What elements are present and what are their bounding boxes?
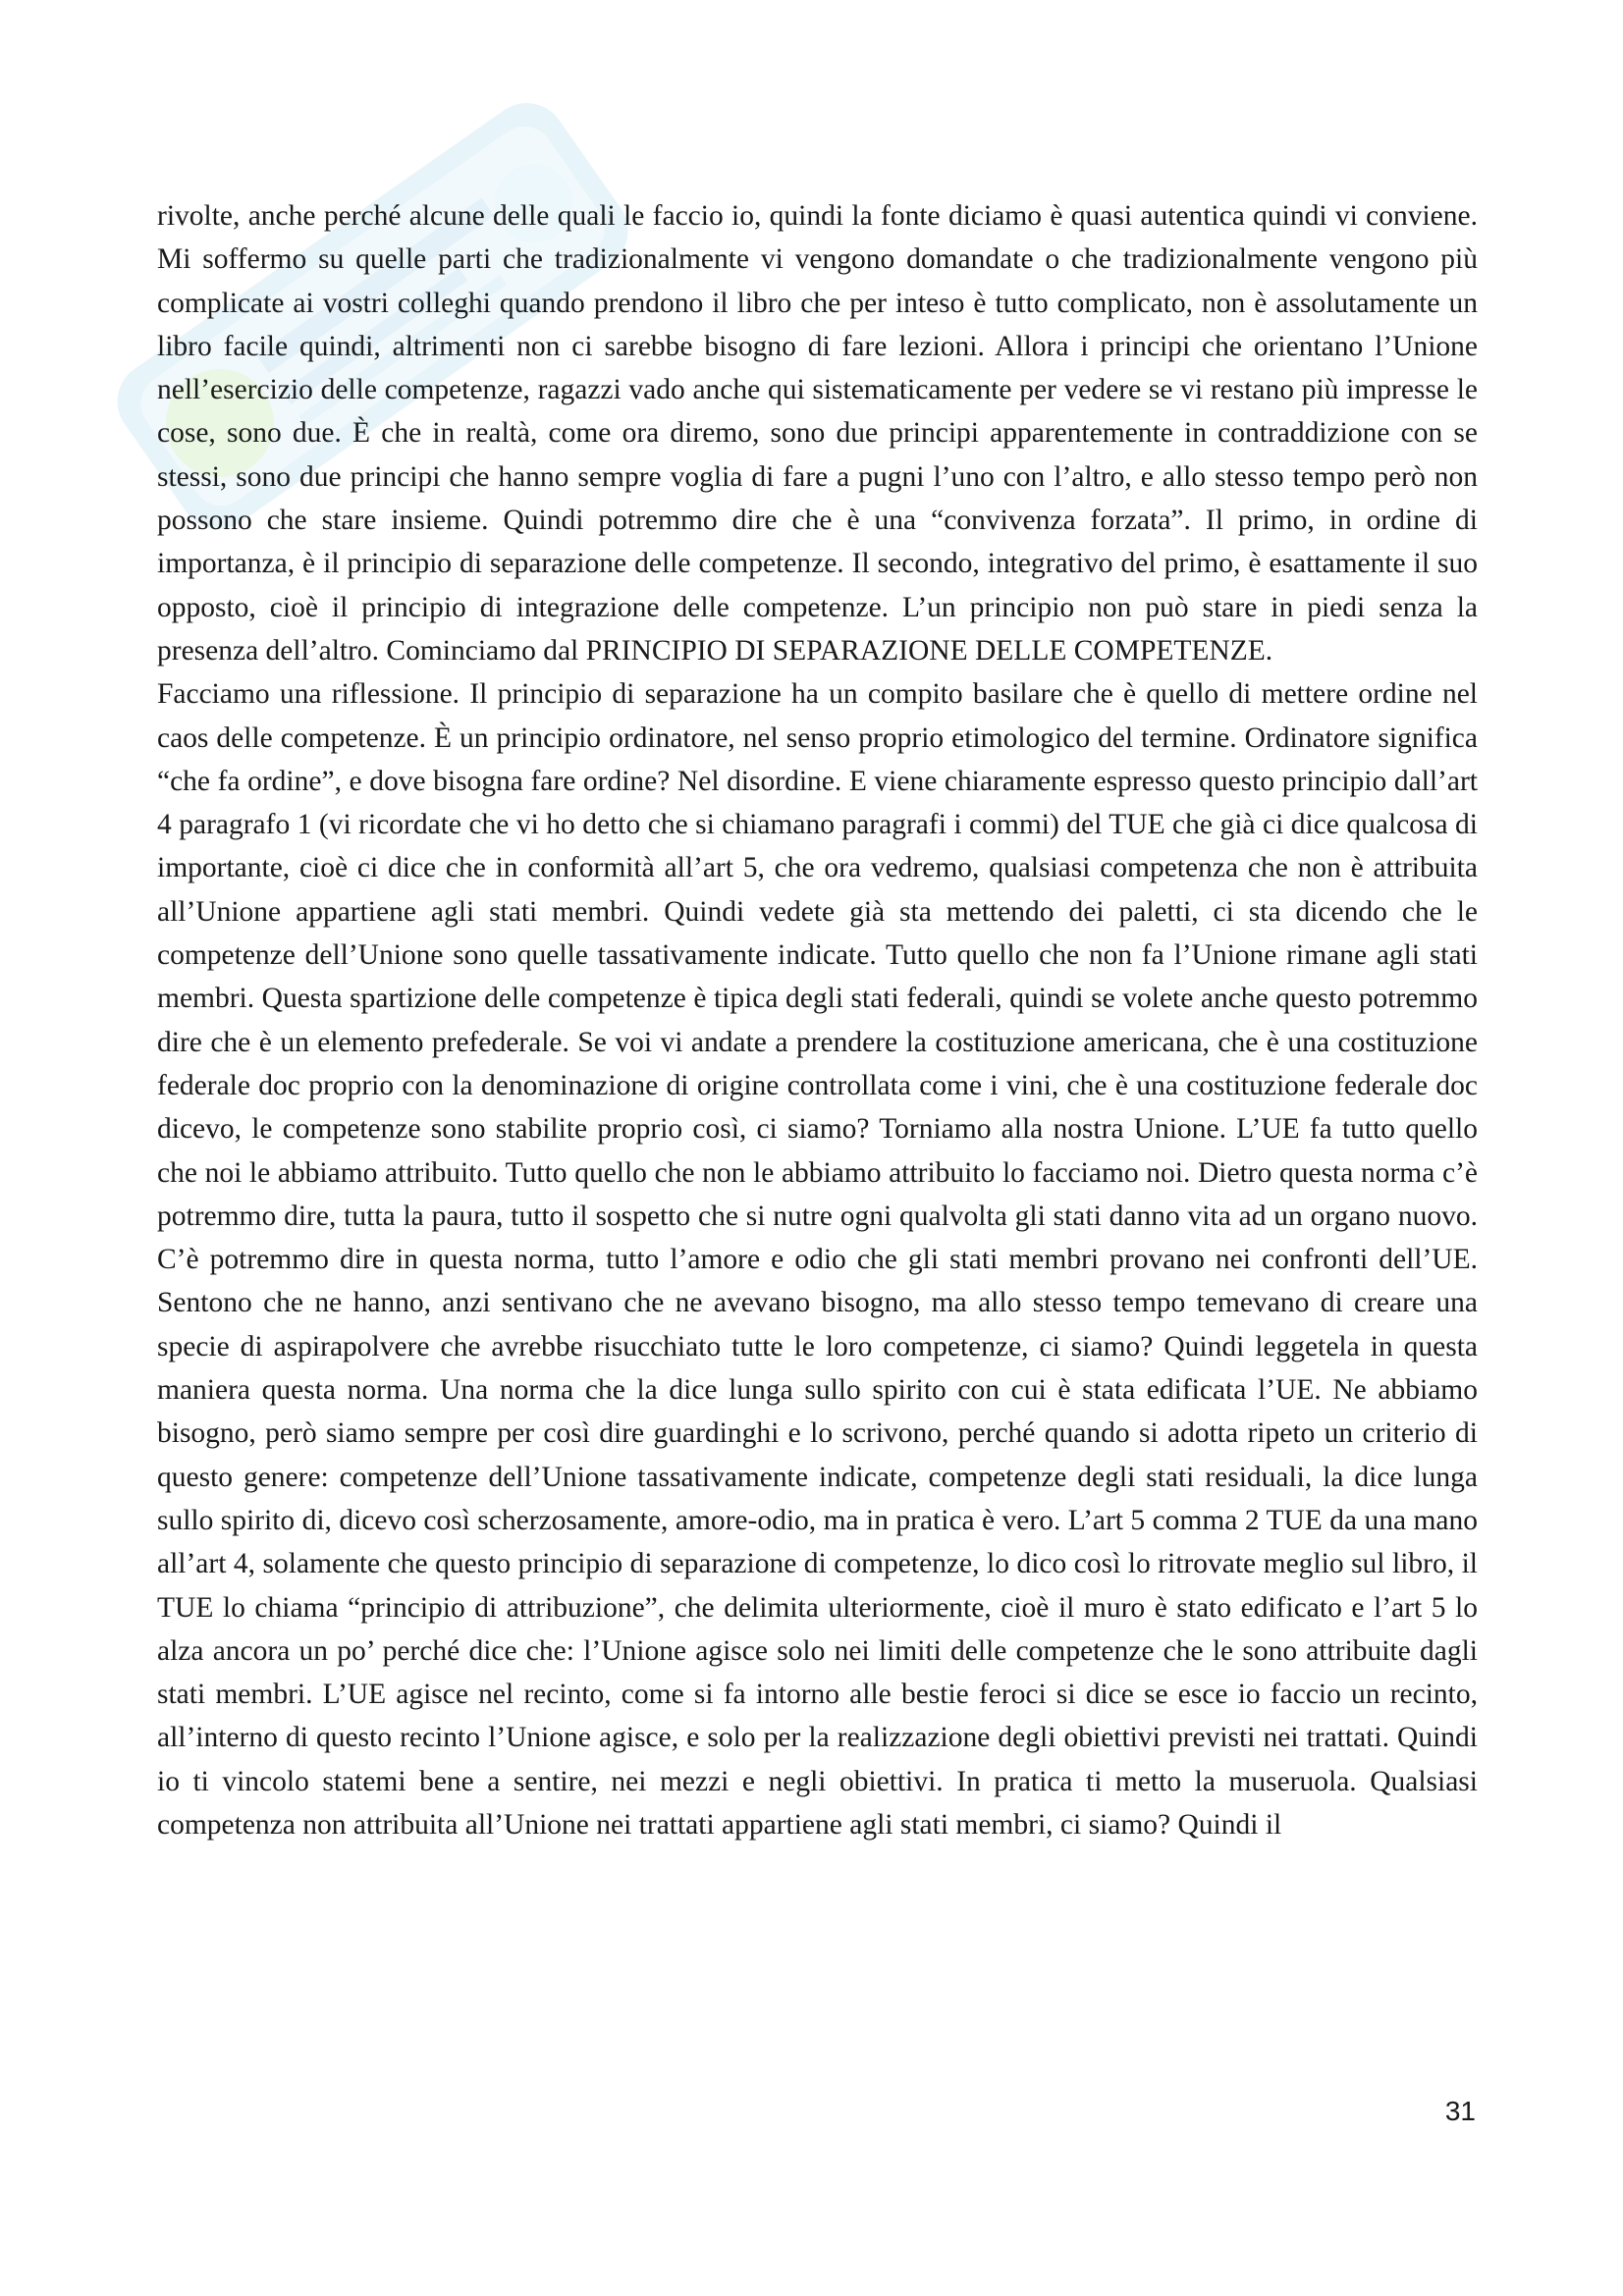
body-text (157, 194, 1478, 1846)
page-number: 31 (1444, 2096, 1476, 2126)
paragraph: rivolte, anche perché alcune delle quali le faccio io, quindi la fonte diciamo è quasi autentica quindi vi conviene. Mi soffermo su quelle parti che tradizionalmente vi vengono domandate o che tradizionalmente vengono più complicate ai vostri colleghi quando prendono il libro che per inteso è tutto complicato, non è assolutamente un libro facile quindi, altrimenti non ci sarebbe bisogno di fare lezioni. Allora i principi che orientano l’Unione nell’esercizio delle competenze, ragazzi vado anche qui sistematicamente per vedere se vi restano più impresse le cose, sono due. È che in realtà, come ora diremo, sono due principi apparentemente in contraddizione con se stessi, sono due principi che hanno sempre voglia di fare a pugni l’uno con l’altro, e allo stesso tempo però non possono che stare insieme. Quindi potremmo dire che è una “convivenza forzata”. Il primo, in ordine di importanza, è il principio di separazione delle competenze. Il secondo, integrativo del primo, è esattamente il suo opposto, cioè il principio di integrazione delle competenze. L’un principio non può stare in piedi senza la presenza dell’altro. Cominciamo dal PRINCIPIO DI SEPARAZIONE DELLE COMPETENZE. (157, 200, 1478, 667)
paragraph: Facciamo una riflessione. Il principio di separazione ha un compito basilare che è quello di mettere ordine nel caos delle competenze. È un principio ordinatore, nel senso proprio etimologico del termine. Ordinatore significa “che fa ordine”, e dove bisogna fare ordine? Nel disordine. E viene chiaramente espresso questo principio dall’art 4 paragrafo 1 (vi ricordate che vi ho detto che si chiamano paragrafi i commi) del TUE che già ci dice qualcosa di importante, cioè ci dice che in conformità all’art 5, che ora vedremo, qualsiasi competenza che non è attribuita all’Unione appartiene agli stati membri. Quindi vedete già sta mettendo dei paletti, ci sta dicendo che le competenze dell’Unione sono quelle tassativamente indicate. Tutto quello che non fa l’Unione rimane agli stati membri. Questa spartizione delle competenze è tipica degli stati federali, quindi se volete anche questo potremmo dire che è un elemento prefederale. Se voi vi andate a prendere la costituzione americana, che è una costituzione federale doc proprio con la denominazione di origine controllata come i vini, che è una costituzione federale doc dicevo, le competenze sono stabilite proprio così, ci siamo? Torniamo alla nostra Unione. L’UE fa tutto quello che noi le abbiamo attribuito. Tutto quello che non le abbiamo attribuito lo facciamo noi. Dietro questa norma c’è potremmo dire, tutta la paura, tutto il sospetto che si nutre ogni qualvolta gli stati danno vita ad un organo nuovo. C’è potremmo dire in questa norma, tutto l’amore e odio che gli stati membri provano nei confronti dell’UE. Sentono che ne hanno, anzi sentivano che ne avevano bisogno, ma allo stesso tempo temevano di creare una specie di aspirapolvere che avrebbe risucchiato tutte le loro competenze, ci siamo? Quindi leggetela in questa maniera questa norma. Una norma che la dice lunga sullo spirito con cui è stata edificata l’UE. Ne abbiamo bisogno, però siamo sempre per così dire guardinghi e lo scrivono, perché quando si adotta ripeto un criterio di questo genere: competenze dell’Unione tassativamente indicate, competenze degli stati residuali, la dice lunga sullo spirito di, dicevo così scherzosamente, amore-odio, ma in pratica è vero. L’art 5 comma 2 TUE da una mano all’art 4, solamente che questo principio di separazione di competenze, lo dico così lo ritrovate meglio sul libro, il TUE lo chiama “principio di attribuzione”, che delimita ulteriormente, cioè il muro è stato edificato e l’art 5 lo alza ancora un po’ perché dice che: l’Unione agisce solo nei limiti delle competenze che le sono attribuite dagli stati membri. L’UE agisce nel recinto, come si fa intorno alle bestie feroci si dice se esce io faccio un recinto, all’interno di questo recinto l’Unione agisce, e solo per la realizzazione degli obiettivi previsti nei trattati. Quindi io ti vincolo statemi bene a sentire, nei mezzi e negli obiettivi. In pratica ti metto la museruola. Qualsiasi competenza non attribuita all’Unione nei trattati appartiene agli stati membri, ci siamo? Quindi il (157, 678, 1478, 1841)
